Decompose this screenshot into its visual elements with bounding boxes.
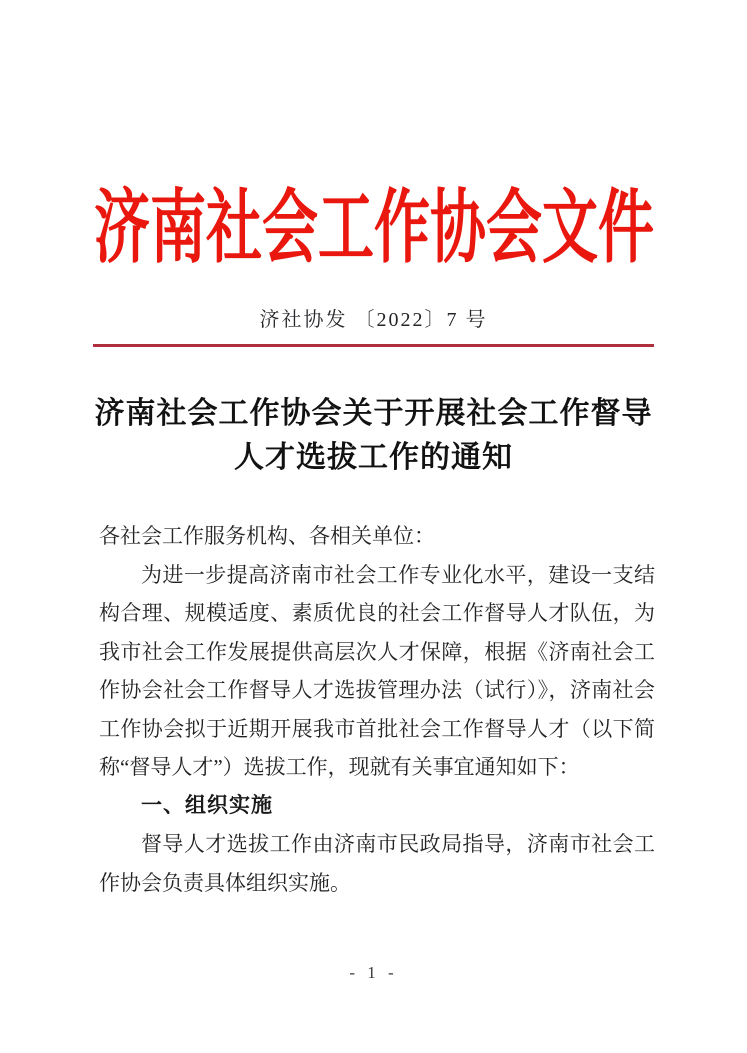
document-title-line2: 人才选拔工作的通知 <box>234 441 513 474</box>
section-1-paragraph: 督导人才选拔工作由济南市民政局指导，济南市社会工作协会负责具体组织实施。 <box>99 832 655 895</box>
letterhead-org-title: 济南社会工作协会文件 <box>93 185 654 273</box>
salutation: 各社会工作服务机构、各相关单位： <box>99 524 435 548</box>
document-title-line1: 济南社会工作协会关于开展社会工作督导 <box>94 397 653 430</box>
page-number: - 1 - <box>349 963 398 982</box>
letterhead <box>0 181 747 277</box>
letterhead-rule <box>93 344 654 347</box>
document-body <box>99 517 655 902</box>
doc-number: 济社协发 〔2022〕7 号 <box>259 309 488 331</box>
paragraph-intro: 为进一步提高济南市社会工作专业化水平，建设一支结构合理、规模适度、素质优良的社会工作督导人才队伍，为我市社会工作发展提供高层次人才保障，根据《济南社会工作协会社会工作督导人才选拔管理办法（试行）》，济南社会工作协会拟于近期开展我市首批社会工作督导人才（以下简称“督导人才”）选拔工作，现就有关事宜通知如下： <box>99 562 655 779</box>
document-title <box>50 392 697 480</box>
section-1-heading: 一、组织实施 <box>141 793 273 817</box>
